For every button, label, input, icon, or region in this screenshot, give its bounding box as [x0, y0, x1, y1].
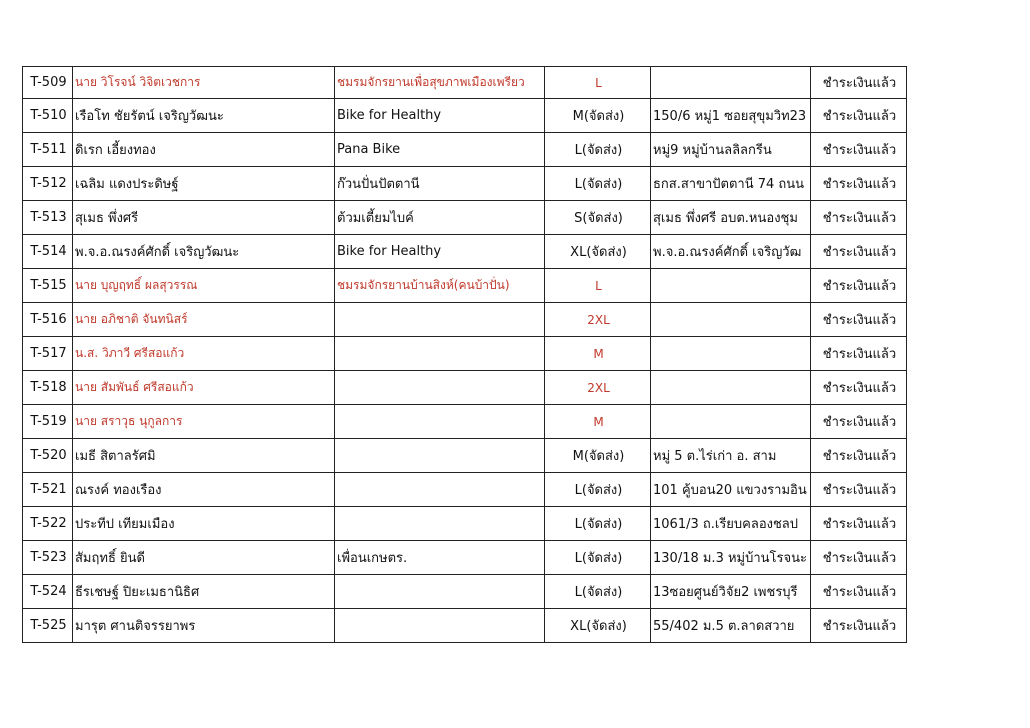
- cell-address: [651, 371, 811, 405]
- cell-code: T-517: [23, 337, 73, 371]
- cell-address: หมู่9 หมู่บ้านลลิลกรีน: [651, 133, 811, 167]
- cell-code: T-518: [23, 371, 73, 405]
- cell-code: T-522: [23, 507, 73, 541]
- cell-club: [335, 337, 545, 371]
- cell-club: ก๊วนปั่นปัตตานี: [335, 167, 545, 201]
- cell-code: T-525: [23, 609, 73, 643]
- table-row: [23, 473, 907, 507]
- cell-club: [335, 473, 545, 507]
- cell-name: พ.จ.อ.ณรงค์ศักดิ์ เจริญวัฒนะ: [73, 235, 335, 269]
- cell-payment-status: ชำระเงินแล้ว: [811, 133, 907, 167]
- cell-name: ดิเรก เอี้ยงทอง: [73, 133, 335, 167]
- cell-club: [335, 439, 545, 473]
- cell-shirt-size: M: [545, 405, 651, 439]
- cell-payment-status: ชำระเงินแล้ว: [811, 371, 907, 405]
- cell-code: T-511: [23, 133, 73, 167]
- cell-name: มารุต ศานติจรรยาพร: [73, 609, 335, 643]
- cell-payment-status: ชำระเงินแล้ว: [811, 439, 907, 473]
- cell-code: T-514: [23, 235, 73, 269]
- cell-code: T-512: [23, 167, 73, 201]
- cell-club: Bike for Healthy: [335, 235, 545, 269]
- cell-shirt-size: 2XL: [545, 371, 651, 405]
- cell-address: สุเมธ พึ่งศรี อบต.หนองชุม: [651, 201, 811, 235]
- cell-club: [335, 575, 545, 609]
- cell-address: [651, 67, 811, 99]
- cell-code: T-516: [23, 303, 73, 337]
- cell-code: T-524: [23, 575, 73, 609]
- cell-address: [651, 405, 811, 439]
- cell-club: ชมรมจักรยานเพื่อสุขภาพเมืองเพรียว: [335, 67, 545, 99]
- cell-shirt-size: L(จัดส่ง): [545, 167, 651, 201]
- cell-payment-status: ชำระเงินแล้ว: [811, 541, 907, 575]
- cell-code: T-510: [23, 99, 73, 133]
- cell-name: นาย สราวุธ นุกูลการ: [73, 405, 335, 439]
- cell-shirt-size: M: [545, 337, 651, 371]
- cell-club: [335, 405, 545, 439]
- cell-code: T-513: [23, 201, 73, 235]
- cell-code: T-519: [23, 405, 73, 439]
- cell-name: ณรงค์ ทองเรือง: [73, 473, 335, 507]
- cell-name: สัมฤทธิ์ ยินดี: [73, 541, 335, 575]
- cell-payment-status: ชำระเงินแล้ว: [811, 67, 907, 99]
- cell-address: พ.จ.อ.ณรงค์ศักดิ์ เจริญวัฒ: [651, 235, 811, 269]
- cell-address: หมู่ 5 ต.ไร่เก่า อ. สาม: [651, 439, 811, 473]
- table-row: [23, 337, 907, 371]
- cell-payment-status: ชำระเงินแล้ว: [811, 405, 907, 439]
- cell-payment-status: ชำระเงินแล้ว: [811, 99, 907, 133]
- cell-club: ชมรมจักรยานบ้านสิงห์(คนบ้าปั่น): [335, 269, 545, 303]
- table-row: [23, 507, 907, 541]
- cell-club: [335, 303, 545, 337]
- table-body: [23, 67, 907, 643]
- cell-address: [651, 337, 811, 371]
- cell-shirt-size: L(จัดส่ง): [545, 133, 651, 167]
- cell-code: T-520: [23, 439, 73, 473]
- cell-club: เพื่อนเกษตร.: [335, 541, 545, 575]
- cell-shirt-size: S(จัดส่ง): [545, 201, 651, 235]
- table-row: [23, 303, 907, 337]
- registration-table: [22, 66, 907, 643]
- table-row: [23, 167, 907, 201]
- cell-payment-status: ชำระเงินแล้ว: [811, 609, 907, 643]
- table-row: [23, 201, 907, 235]
- cell-shirt-size: L(จัดส่ง): [545, 541, 651, 575]
- cell-shirt-size: M(จัดส่ง): [545, 99, 651, 133]
- cell-code: T-521: [23, 473, 73, 507]
- cell-club: [335, 371, 545, 405]
- cell-address: 13ซอยศูนย์วิจัย2 เพชรบุรี: [651, 575, 811, 609]
- cell-address: ธกส.สาขาปัตตานี 74 ถนน: [651, 167, 811, 201]
- cell-shirt-size: M(จัดส่ง): [545, 439, 651, 473]
- cell-code: T-523: [23, 541, 73, 575]
- cell-address: 1061/3 ถ.เรียบคลองชลป: [651, 507, 811, 541]
- cell-address: [651, 303, 811, 337]
- cell-payment-status: ชำระเงินแล้ว: [811, 337, 907, 371]
- cell-payment-status: ชำระเงินแล้ว: [811, 575, 907, 609]
- cell-club: ต้วมเตี้ยมไบค์: [335, 201, 545, 235]
- cell-club: Bike for Healthy: [335, 99, 545, 133]
- cell-shirt-size: L: [545, 269, 651, 303]
- cell-name: ธีรเชษฐ์ ปิยะเมธานิธิศ: [73, 575, 335, 609]
- cell-code: T-509: [23, 67, 73, 99]
- table-row: [23, 371, 907, 405]
- cell-name: เรือโท ชัยรัตน์ เจริญวัฒนะ: [73, 99, 335, 133]
- cell-shirt-size: L(จัดส่ง): [545, 507, 651, 541]
- table-row: [23, 405, 907, 439]
- cell-shirt-size: XL(จัดส่ง): [545, 609, 651, 643]
- cell-payment-status: ชำระเงินแล้ว: [811, 201, 907, 235]
- cell-address: [651, 269, 811, 303]
- cell-name: นาย อภิชาติ จันทนิสร์: [73, 303, 335, 337]
- cell-name: ประทีป เทียมเมือง: [73, 507, 335, 541]
- table-row: [23, 269, 907, 303]
- cell-payment-status: ชำระเงินแล้ว: [811, 473, 907, 507]
- cell-name: เมธี สิตาลรัศมิ: [73, 439, 335, 473]
- cell-code: T-515: [23, 269, 73, 303]
- table-row: [23, 575, 907, 609]
- cell-name: เฉลิม แดงประดิษฐ์: [73, 167, 335, 201]
- table-row: [23, 439, 907, 473]
- table-row: [23, 609, 907, 643]
- cell-payment-status: ชำระเงินแล้ว: [811, 269, 907, 303]
- table-row: [23, 133, 907, 167]
- table-row: [23, 235, 907, 269]
- cell-name: นาย บุญฤทธิ์ ผลสุวรรณ: [73, 269, 335, 303]
- cell-shirt-size: L: [545, 67, 651, 99]
- cell-club: [335, 507, 545, 541]
- cell-address: 130/18 ม.3 หมู่บ้านโรจนะ: [651, 541, 811, 575]
- cell-payment-status: ชำระเงินแล้ว: [811, 167, 907, 201]
- table-row: [23, 541, 907, 575]
- cell-shirt-size: 2XL: [545, 303, 651, 337]
- cell-club: [335, 609, 545, 643]
- cell-shirt-size: L(จัดส่ง): [545, 575, 651, 609]
- cell-payment-status: ชำระเงินแล้ว: [811, 235, 907, 269]
- cell-name: นาย วิโรจน์ วิจิตเวชการ: [73, 67, 335, 99]
- cell-name: สุเมธ พึ่งศรี: [73, 201, 335, 235]
- table-row: [23, 99, 907, 133]
- cell-shirt-size: L(จัดส่ง): [545, 473, 651, 507]
- cell-address: 101 คู้บอน20 แขวงรามอิน: [651, 473, 811, 507]
- cell-payment-status: ชำระเงินแล้ว: [811, 507, 907, 541]
- table-row: [23, 67, 907, 99]
- cell-address: 55/402 ม.5 ต.ลาดสวาย: [651, 609, 811, 643]
- cell-payment-status: ชำระเงินแล้ว: [811, 303, 907, 337]
- cell-name: นาย สัมพันธ์ ศรีสอแก้ว: [73, 371, 335, 405]
- cell-address: 150/6 หมู่1 ซอยสุขุมวิท23: [651, 99, 811, 133]
- cell-club: Pana Bike: [335, 133, 545, 167]
- cell-name: น.ส. วิภาวี ศรีสอแก้ว: [73, 337, 335, 371]
- cell-shirt-size: XL(จัดส่ง): [545, 235, 651, 269]
